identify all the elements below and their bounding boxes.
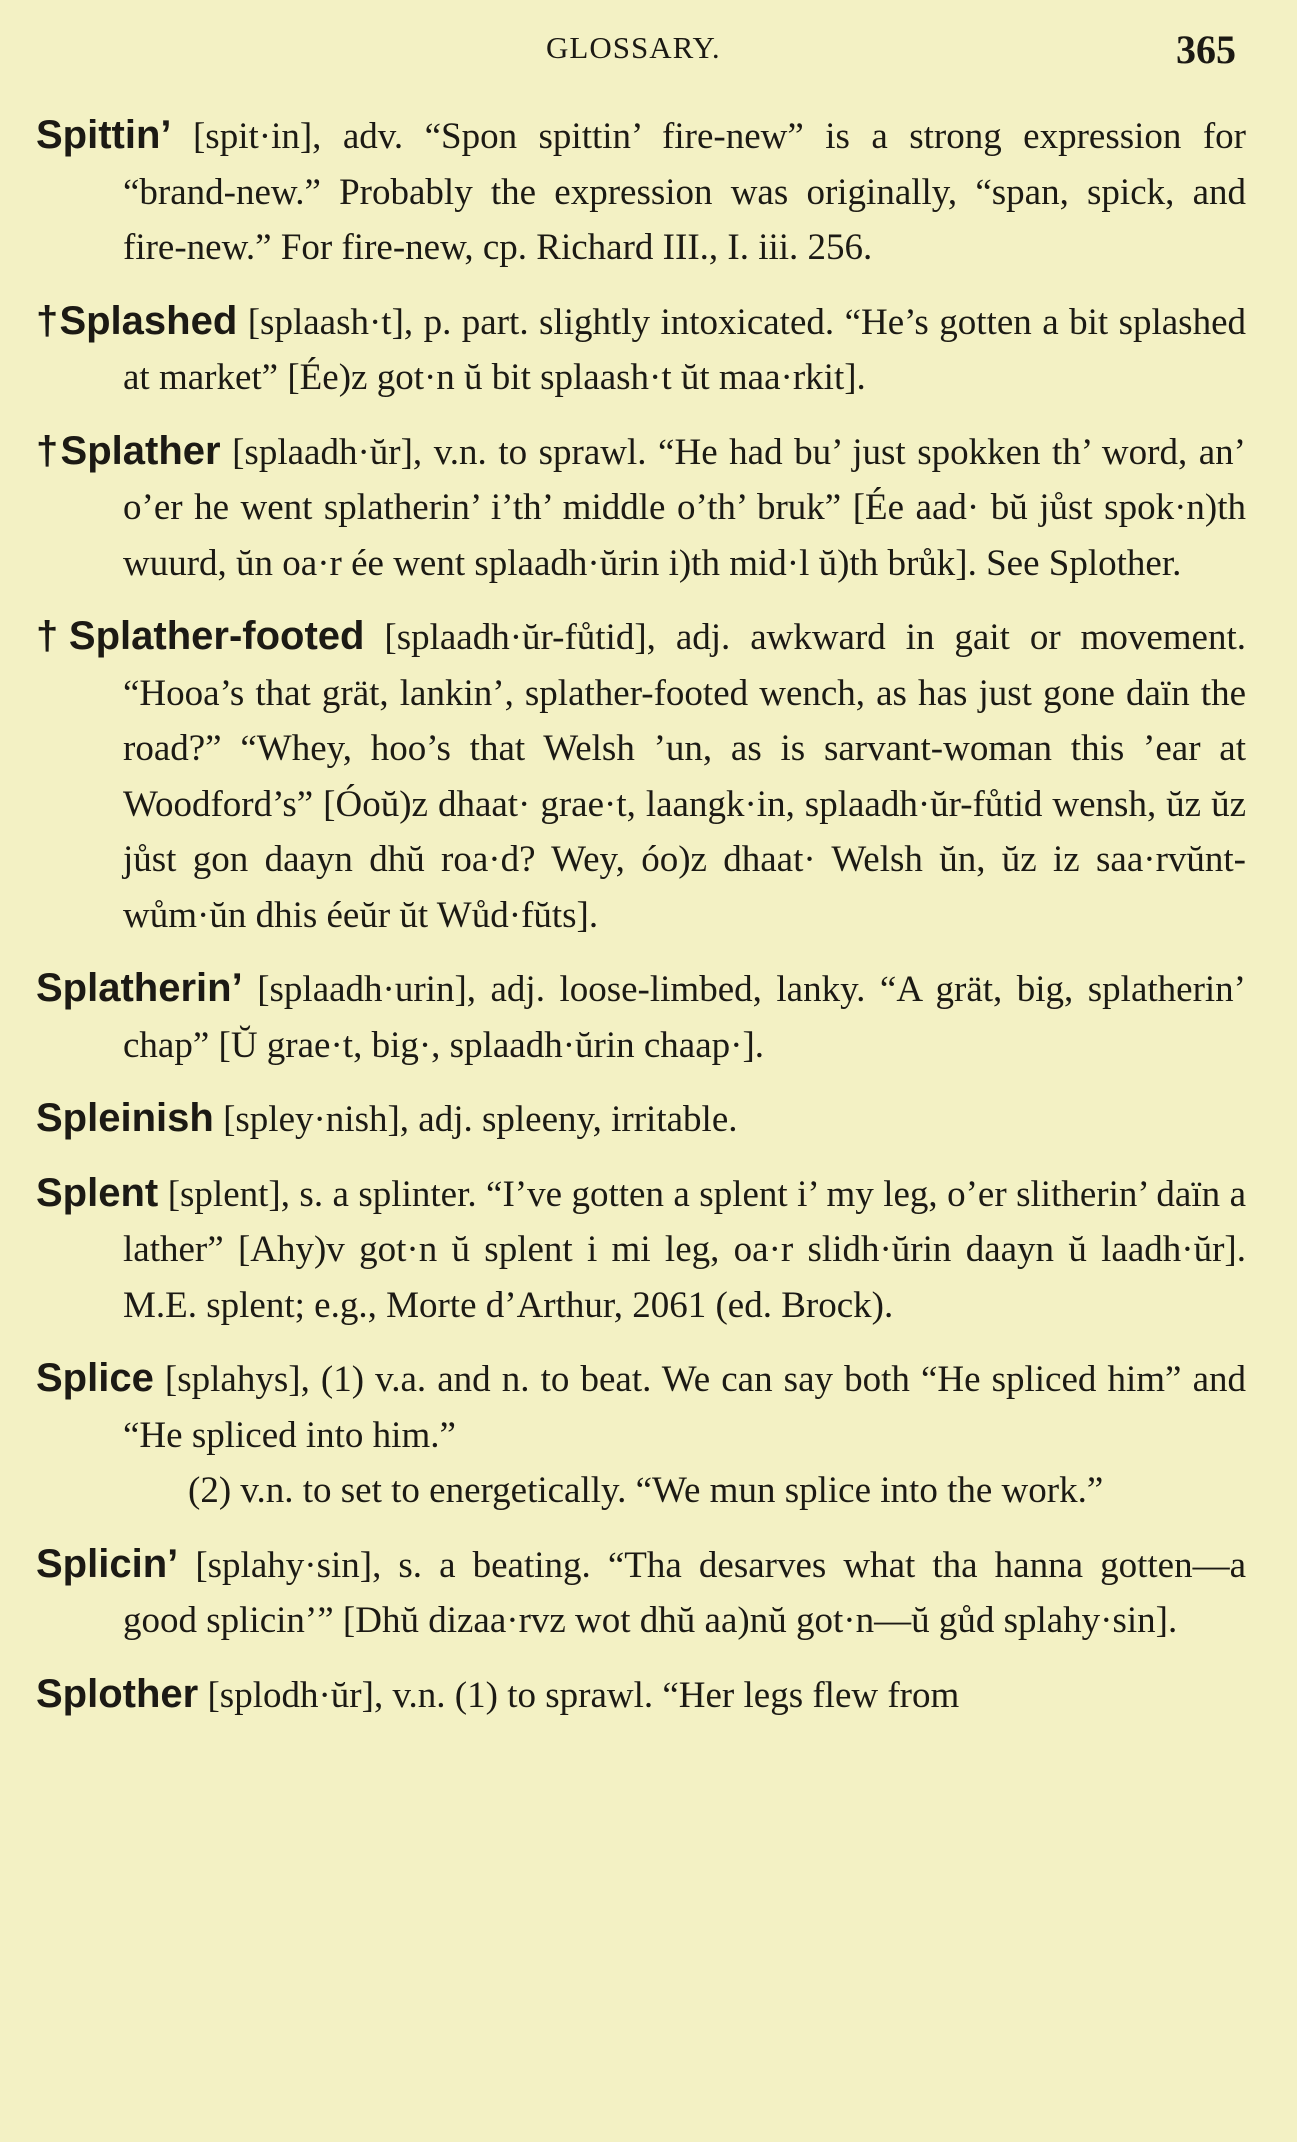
glossary-entry-splicin [36, 1537, 1246, 1649]
entry-definition: [spley·nish], adj. spleeny, irritable. [213, 1099, 738, 1140]
headword: Splicin’ [36, 1541, 179, 1586]
page-header [0, 22, 1297, 82]
entry-definition: [spit·in], adv. “Spon spittin’ fire-new” is a strong expression for “brand-new.” Probably the expression was originally, “span, spick, and fire-new.” For fire-new, cp. Richard III., I. iii. 256. [123, 116, 1246, 268]
headword: Splice [36, 1356, 154, 1400]
glossary-entry-splent [36, 1166, 1246, 1334]
entry-definition: [splahy·sin], s. a beating. “Tha desarves what tha hanna gotten—a good splicin’” [Dhŭ dizaa·rvz wot dhŭ aa)nŭ got·n—ŭ gůd splahy·sin]. [123, 1544, 1246, 1641]
headword: †Splather-footed [36, 614, 365, 658]
entry-definition: [splodh·ŭr], v.n. (1) to sprawl. “Her legs flew from [198, 1674, 960, 1716]
entry-definition: [splaadh·urin], adj. loose-limbed, lanky. “A grät, big, splatherin’ chap” [Ŭ grae·t, big·, splaadh·ŭrin chaap·]. [123, 969, 1246, 1066]
entry-definition: [splaash·t], p. part. slightly intoxicated. “He’s gotten a bit splashed at market” [Ée)z got·n ŭ bit splaash·t ŭt maa·rkit]. [123, 301, 1246, 398]
running-title: GLOSSARY. [546, 30, 721, 65]
entry-definition: [splent], s. a splinter. “I’ve gotten a splent i’ my leg, o’er slitherin’ daïn a lather” [Ahy)v got·n ŭ splent i mi leg, oa·r slidh·ŭrin daayn ŭ laadh·ŭr]. M.E. splent; e.g., Morte d’Arthur, 2061 (ed. Brock). [123, 1173, 1246, 1326]
glossary-entry-spleinish [36, 1091, 1246, 1148]
glossary-entry-splother [36, 1667, 1246, 1724]
glossary-entry-splather [36, 424, 1246, 592]
entry-definition: [splahys], (1) v.a. and n. to beat. We can say both “He spliced him” and “He spliced into him.” [123, 1359, 1246, 1456]
glossary-entry-splashed [36, 294, 1246, 406]
entry-definition: [splaadh·ŭr], v.n. to sprawl. “He had bu’ just spokken th’ word, an’ o’er he went splatherin’ i’th’ middle o’th’ bruk” [Ée aad· bŭ jůst spok·n)th wuurd, ŭn oa·r ée went splaadh·ŭrin i)th mid·l ŭ)th brůk]. See Splother. [123, 431, 1246, 584]
headword: †Splashed [36, 298, 238, 343]
glossary-entry-splatherin [36, 961, 1246, 1073]
glossary-entry-splather-footed [36, 609, 1246, 943]
headword: †Splather [36, 428, 221, 473]
headword: Spleinish [36, 1096, 214, 1140]
headword: Spittin’ [36, 113, 172, 157]
headword: Splent [36, 1170, 159, 1215]
entry-sense-2: (2) v.n. to set to energetically. “We mun splice into the work.” [188, 1470, 1104, 1511]
headword: Splatherin’ [36, 966, 243, 1010]
glossary-entry-spittin [36, 108, 1246, 276]
entry-definition: [splaadh·ŭr-fůtid], adj. awkward in gait or movement. “Hooa’s that grät, lankin’, splather-footed wench, as has just gone daïn the road?” “Whey, hoo’s that Welsh ’un, as is sarvant-woman this ’ear at Woodford’s” [Óoŭ)z dhaat· grae·t, laangk·in, splaadh·ŭr-fůtid wensh, ŭz ŭz jůst gon daayn dhŭ roa·d? Wey, óo)z dhaat· Welsh ŭn, ŭz iz saa·rvŭnt-wům·ŭn dhis éeŭr ŭt Wůd·fŭts]. [123, 617, 1246, 936]
page-number: 365 [1176, 27, 1236, 72]
glossary-entry-splice [36, 1351, 1246, 1519]
headword: Splother [36, 1671, 199, 1716]
glossary-entries [36, 108, 1246, 1741]
